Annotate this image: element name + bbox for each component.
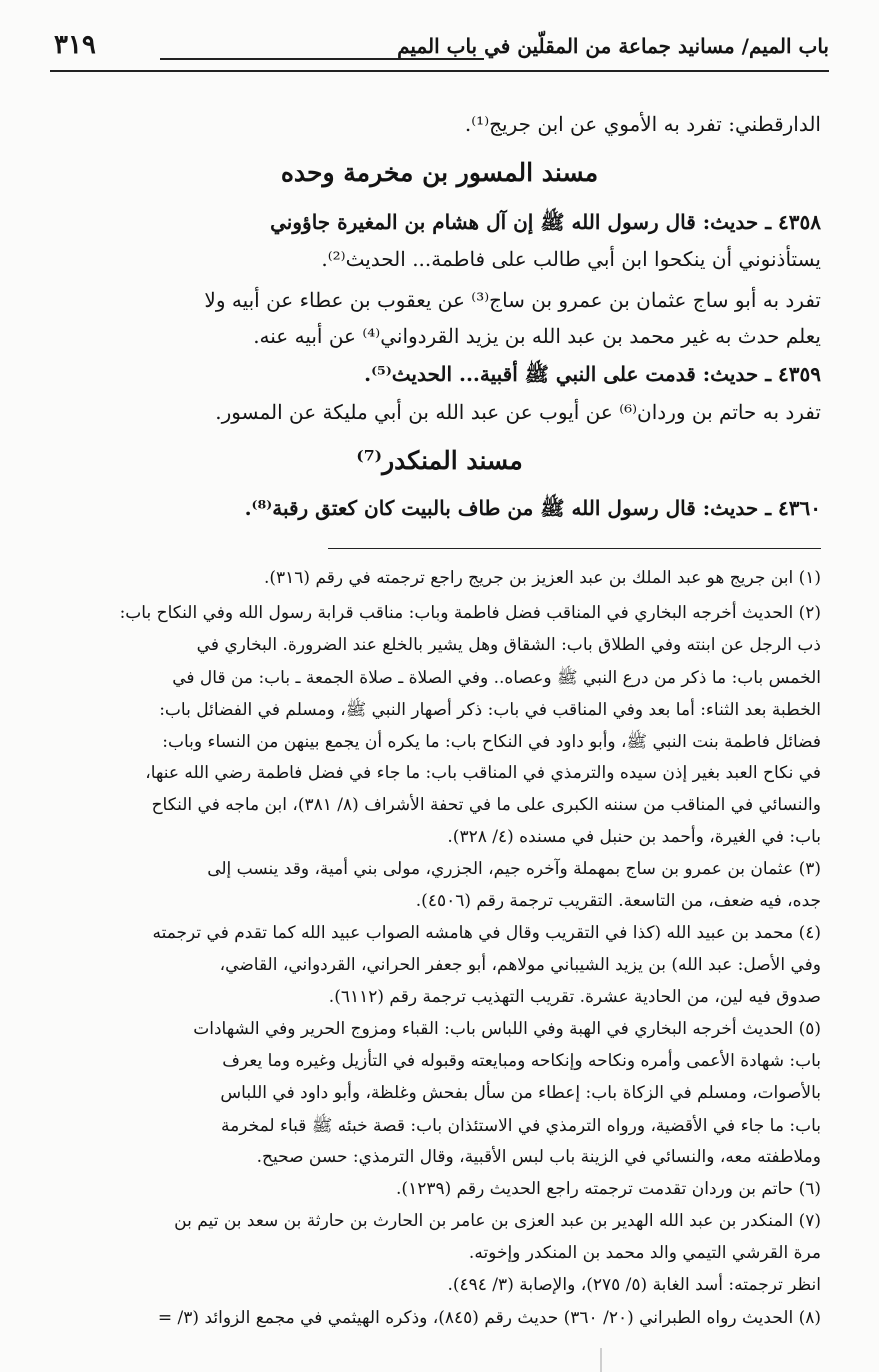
body-line-8: تفرد به حاتم بن وردان⁽⁶⁾ عن أيوب عن عبد الله بن أبي مليكة عن المسور. [215,400,821,424]
header-dash-line [160,58,484,60]
body-line-1: الدارقطني: تفرد به الأموي عن ابن جريج⁽¹⁾. [464,112,821,136]
footnote-line: (٤) محمد بن عبيد الله (كذا في التقريب وقال في هامشه الصواب عبيد الله كما تقدم في ترجمته [152,923,821,943]
page-edge-shadow [600,1348,602,1372]
section-heading-munkadir: مسند المنكدر⁽⁷⁾ [356,446,523,475]
footnote-line: الخمس باب: ما ذكر من درع النبي ﷺ وعصاه.. وفي الصلاة ـ صلاة الجمعة ـ باب: من قال في [172,668,821,688]
footnote-rule [328,548,821,549]
running-title: باب الميم/ مسانيد جماعة من المقلّين في باب الميم [397,34,829,58]
footnote-line: جده، فيه ضعف، من التاسعة. التقريب ترجمة رقم (٤٥٠٦). [415,891,821,911]
hadith-4358-line-1: ٤٣٥٨ ـ حديث: قال رسول الله ﷺ إن آل هشام بن المغيرة جاؤوني [270,210,821,234]
footnote-line: صدوق فيه لين، من الحادية عشرة. تقريب التهذيب ترجمة رقم (٦١١٢). [328,987,821,1007]
body-line-6: يعلم حدث به غير محمد بن عبد الله بن يزيد القردواني⁽⁴⁾ عن أبيه عنه. [253,324,821,348]
footnote-line: وفي الأصل: عبد الله) بن يزيد الشيباني مولاهم، أبو جعفر الحراني، القردواني، القاضي، [219,955,821,975]
section-heading-musawwar: مسند المسور بن مخرمة وحده [280,158,599,187]
page-header [50,28,829,68]
footnote-line: الخطبة بعد الثناء: أما بعد وفي المناقب في باب: ذكر أصهار النبي ﷺ، ومسلم في الفضائل باب: [159,700,821,720]
page-number: ٣١٩ [54,30,96,60]
footnote-line: (٨) الحديث رواه الطبراني (٢٠/ ٣٦٠) حديث رقم (٨٤٥)، وذكره الهيثمي في مجمع الزوائد (٣/ = [157,1308,821,1328]
footnote-line: ذب الرجل عن ابنته وفي الطلاق باب: الشقاق وهل يشير بالخلع عند الضرورة. البخاري في [196,635,821,655]
hadith-4359: ٤٣٥٩ ـ حديث: قدمت على النبي ﷺ أقبية... الحديث⁽⁵⁾. [364,362,821,386]
footnote-line: (١) ابن جريج هو عبد الملك بن عبد العزيز بن جريج راجع ترجمته في رقم (٣١٦). [263,568,821,588]
header-rule [50,70,829,72]
footnote-line: (٦) حاتم بن وردان تقدمت ترجمته راجع الحديث رقم (١٢٣٩). [396,1179,821,1199]
footnote-line: باب: ما جاء في الأقضية، ورواه الترمذي في الاستئذان باب: قصة خبئه ﷺ قباء لمخرمة [221,1116,821,1136]
footnote-line: في نكاح العبد بغير إذن سيده والترمذي في المناقب باب: ما جاء في فضل فاطمة رضي الله عنها، [145,763,821,783]
footnote-line: مرة القرشي التيمي والد محمد بن المنكدر وإخوته. [468,1243,821,1263]
footnote-line: باب: في الغيرة، وأحمد بن حنبل في مسنده (٤/ ٣٢٨). [447,827,821,847]
footnote-line: انظر ترجمته: أسد الغابة (٥/ ٢٧٥)، والإصابة (٣/ ٤٩٤). [447,1275,821,1295]
footnote-line: (٧) المنكدر بن عبد الله الهدير بن عبد العزى بن عامر بن الحارث بن حارثة بن سعد بن تيم بن [174,1211,821,1231]
footnote-line: والنسائي في المناقب من سننه الكبرى على ما في تحفة الأشراف (٨/ ٣٨١)، ابن ماجه في النكاح [151,795,821,815]
hadith-4358-line-2: يستأذنوني أن ينكحوا ابن أبي طالب على فاطمة... الحديث⁽²⁾. [321,247,821,271]
body-line-5: تفرد به أبو ساج عثمان بن عمرو بن ساج⁽³⁾ عن يعقوب بن عطاء عن أبيه ولا [204,288,821,312]
footnote-line: باب: شهادة الأعمى وأمره ونكاحه وإنكاحه ومبايعته وقبوله في التأزيل وغيره وما يعرف [222,1051,821,1071]
footnote-line: فضائل فاطمة بنت النبي ﷺ، وأبو داود في النكاح باب: ما يكره أن يجمع بينهن من النساء وباب: [162,732,821,752]
footnote-line: بالأصوات، ومسلم في الزكاة باب: إعطاء من سأل بفحش وغلظة، وأبو داود في اللباس [220,1083,821,1103]
footnote-line: وملاطفته معه، والنسائي في الزينة باب لبس الأقبية، وقال الترمذي: حسن صحيح. [256,1147,821,1167]
hadith-4360: ٤٣٦٠ ـ حديث: قال رسول الله ﷺ من طاف بالبيت كان كعتق رقبة⁽⁸⁾. [244,496,821,520]
footnote-line: (٥) الحديث أخرجه البخاري في الهبة وفي اللباس باب: القباء ومزوج الحرير وفي الشهادات [193,1019,821,1039]
footnote-line: (٢) الحديث أخرجه البخاري في المناقب فضل فاطمة وباب: مناقب قرابة رسول الله وفي النكاح باب: [119,603,821,623]
footnote-line: (٣) عثمان بن عمرو بن ساج بمهملة وآخره جيم، الجزري، مولى بني أمية، وقد ينسب إلى [207,859,821,879]
